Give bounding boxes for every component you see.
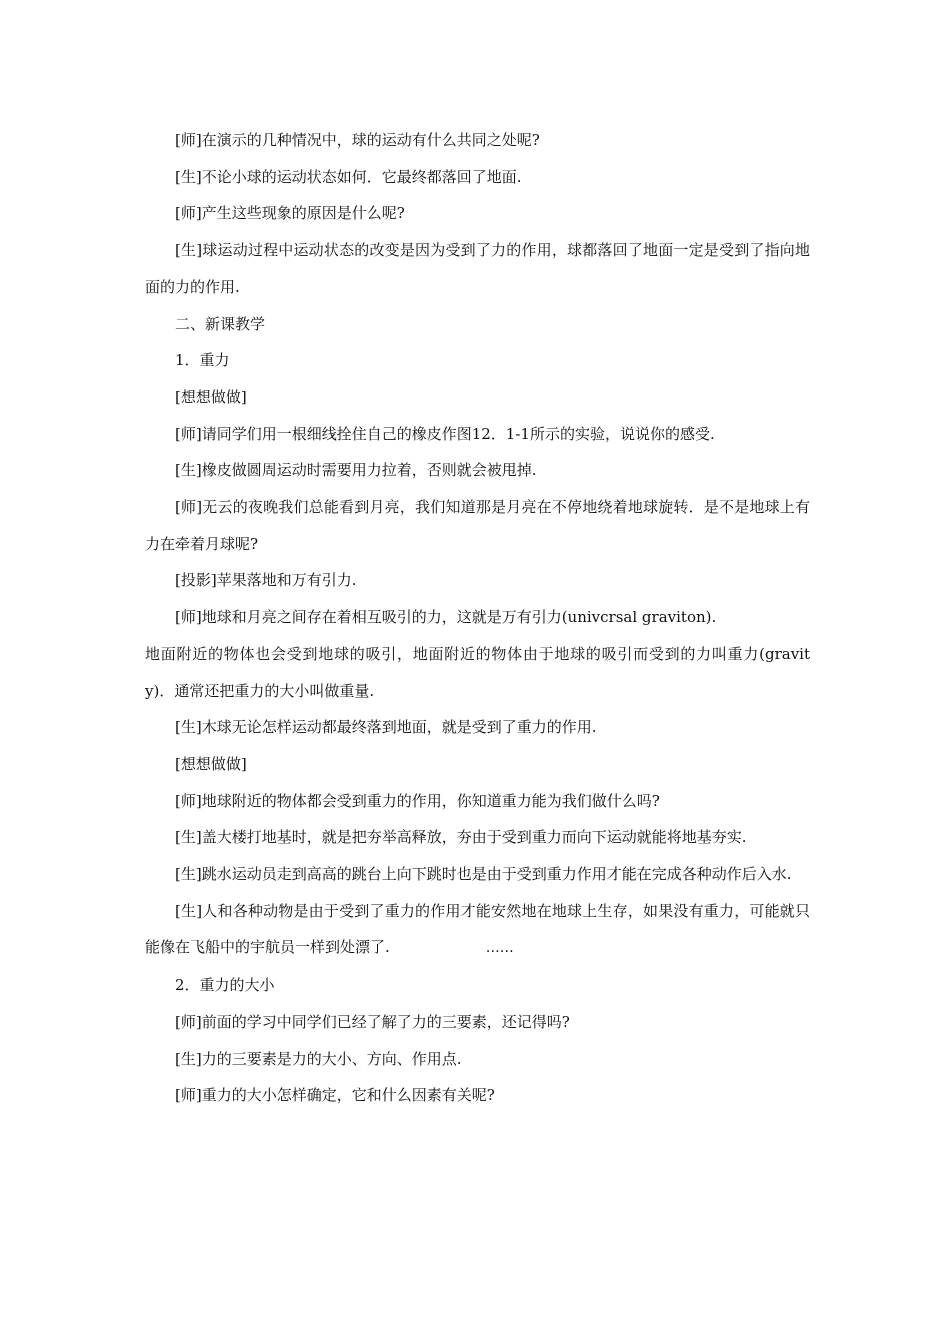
paragraph-19-text: [生]人和各种动物是由于受到了重力的作用才能安然地在地球上生存，如果没有重力，可能就只能像在飞船中的宇航员一样到处漂了. [145,901,810,957]
paragraph-14: [生]木球无论怎样运动都最终落到地面，就是受到了重力的作用. [175,718,597,737]
paragraph-13: 地面附近的物体也会受到地球的吸引，地面附近的物体由于地球的吸引而受到的力叫重力(gravity)．通常还把重力的大小叫做重量. [145,644,810,700]
paragraph-22: [生]力的三要素是力的大小、方向、作用点. [175,1049,462,1068]
subsection-heading-gravity: 1．重力 [175,351,230,370]
paragraph-23: [师]重力的大小怎样确定，它和什么因素有关呢? [175,1086,495,1105]
paragraph-21: [师]前面的学习中同学们已经了解了力的三要素，还记得吗? [175,1012,570,1031]
section-heading-new-lesson: 二、新课教学 [175,314,266,333]
paragraph-12: [师]地球和月亮之间存在着相互吸引的力，这就是万有引力(univcrsal graviton). [175,608,717,627]
paragraph-8: [师]请同学们用一根细线拴住自己的橡皮作图12．1-1所示的实验，说说你的感受. [175,424,715,443]
activity-label-1: [想想做做] [175,387,247,406]
paragraph-2: [生]不论小球的运动状态如何．它最终都落回了地面. [175,167,522,186]
paragraph-16: [师]地球附近的物体都会受到重力的作用，你知道重力能为我们做什么吗? [175,791,660,810]
paragraph-4: [生]球运动过程中运动状态的改变是因为受到了力的作用，球都落回了地面一定是受到了指向地面的力的作用. [145,241,810,296]
paragraph-3: [师]产生这些现象的原因是什么呢? [175,204,405,223]
activity-label-2: [想想做做] [175,754,247,773]
document-body [145,122,810,1114]
paragraph-1: [师]在演示的几种情况中，球的运动有什么共同之处呢? [175,131,540,149]
subsection-heading-gravity-magnitude: 2．重力的大小 [175,976,275,995]
paragraph-18: [生]跳水运动员走到高高的跳台上向下跳时也是由于受到重力作用才能在完成各种动作后入水. [175,865,792,884]
paragraph-10: [师]无云的夜晚我们总能看到月亮，我们知道那是月亮在不停地绕着地球旋转．是不是地球上有力在牵着月球呢? [145,498,810,553]
paragraph-19 [145,893,810,967]
paragraph-17: [生]盖大楼打地基时，就是把夯举高释放，夯由于受到重力而向下运动就能将地基夯实. [175,828,747,847]
paragraph-9: [生]橡皮做圆周运动时需要用力拉着，否则就会被甩掉. [175,461,537,480]
paragraph-11: [投影]苹果落地和万有引力. [175,571,357,590]
ellipsis-mark: …… [485,940,514,957]
